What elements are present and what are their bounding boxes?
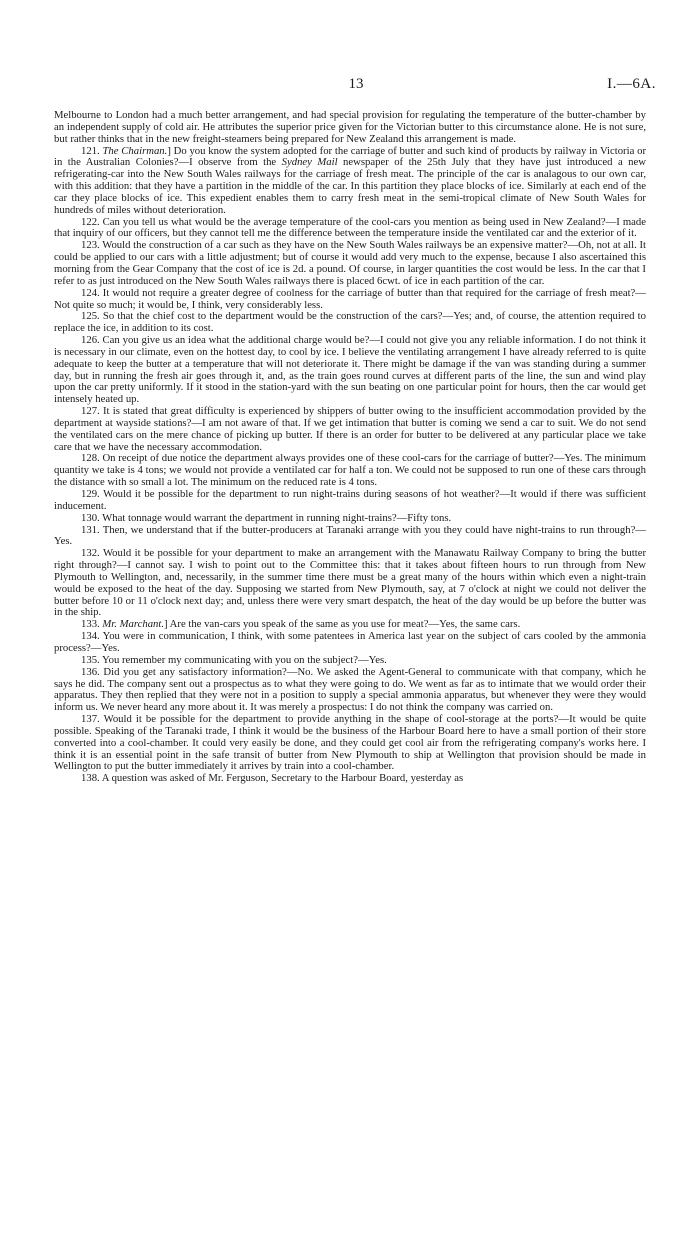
text-segment: 122. Can you tell us what would be the average temperature of the cool-cars you mention as being used in New Zealand?—I made that inquiry of our officers, but they cannot tell me the difference between the temperature inside the ventilated car and the exterior of it.: [54, 215, 646, 240]
text-segment: ] Are the van-cars you speak of the same as you use for meat?—Yes, the same cars.: [164, 618, 521, 631]
paragraph: [54, 288, 646, 312]
text-segment: 125. So that the chief cost to the department would be the construction of the cars?—Yes; and, of course, the attention required to replace the ice, in addition to its cost.: [54, 310, 646, 335]
text-segment: 137. Would it be possible for the department to provide anything in the shape of cool-storage at the ports?—It would be quite possible. Speaking of the Taranaki trade, I think it would be the business of the Harbour Board here to have a small portion of their store converted into a cool-chamber. It could very easily be done, and they could get cool air from the refrigerating company's works here. I think it is an essential point in the safe transit of butter from New Plymouth to ship at Wellington that provision should be made in Wellington to put the butter immediately it arrives by train into a cool-chamber.: [54, 713, 646, 773]
paragraph: [54, 240, 646, 287]
text-segment: Melbourne to London had a much better arrangement, and had special provision for regulating the temperature of the butter-chamber by an independent supply of cold air. He attributes the superior price given for the Victorian butter to this circumstance alone. He is not sure, but rather thinks that in the new freight-steamers being prepared for New Zealand this arrangement is made.: [54, 109, 646, 145]
text-segment: 121.: [81, 144, 103, 157]
text-segment: 123. Would the construction of a car such as they have on the New South Wales railways be an expensive matter?—Oh, not at all. It could be applied to our cars with a little adjustment; but of course it would add very much to the expense, because I also ascertained this morning from the Gear Company that the cost of ice is 2d. a pound. Of course, in larger quantities the cost would be less. In the car that I refer to as just introduced on the New South Wales railways there is placed 6cwt. of ice in each partition of the car.: [54, 239, 646, 287]
text-segment: 138. A question was asked of Mr. Ferguson, Secretary to the Harbour Board, yesterday as: [81, 772, 464, 785]
text-segment: newspaper of the 25th July that they have just introduced a new refrigerating-car into the New South Wales railways for the carriage of fresh meat. The principle of the car is analagous to our own car, with this addition: that they have a partition in the middle of the car. In this partition they place blocks of ice. Similarly at each end of the car they place blocks of ice. This expedient enables them to carry fresh meat in the semi-tropical climate of New South Wales for hundreds of miles without deterioration.: [54, 156, 646, 216]
text-segment: 124. It would not require a greater degree of coolness for the carriage of butter than that required for the carriage of fresh meat?—Not quite so much; it would be, I think, very considerably less.: [54, 286, 646, 311]
text-segment: 129. Would it be possible for the department to run night-trains during seasons of hot weather?—It would if there was sufficient inducement.: [54, 488, 646, 512]
page-number: 13: [348, 76, 364, 92]
paragraph: [54, 489, 646, 513]
document-reference: I.—6A.: [607, 76, 656, 92]
paragraph: [54, 146, 646, 217]
text-segment: 130. What tonnage would warrant the department in running night-trains?—Fifty tons.: [81, 511, 452, 524]
paragraph: [54, 548, 646, 619]
body-text: [54, 110, 646, 785]
text-segment: 135. You remember my communicating with you on the subject?—Yes.: [81, 653, 387, 666]
text-segment: 126. Can you give us an idea what the additional charge would be?—I could not give you any reliable information. I do not think it is necessary in our climate, even on the hottest day, to cool by ice. I believe the ventilating arrangement I have already referred to is quite adequate to keep the butter at a temperature that will not deteriorate it. There might be damage if the van was standing during a summer day, but in running the fresh air goes through it, and, as the train goes round curves at different parts of the line, the sun and wind play upon the car pretty uniformly. If it stood in the station-yard with the sun beating on one particular point for hours, then the car would get intensely heated up.: [54, 334, 646, 406]
text-segment: 131. Then, we understand that if the butter-producers at Taranaki arrange with you they could have night-trains to run through?—Yes.: [54, 523, 646, 548]
text-segment: 128. On receipt of due notice the department always provides one of these cool-cars for the carriage of butter?—Yes. The minimum quantity we take is 4 tons; we would not provide a ventilated car for half a ton. We could not be supposed to run one of these cars through the distance with so small a lot. The minimum on the reduced rate is 4 tons.: [54, 452, 646, 489]
text-segment: ] Do you know the system adopted for the carriage of butter and such kind of products by railway in Victoria or in the Australian Colonies?—I observe from the: [54, 144, 646, 169]
paragraph: [54, 311, 646, 335]
paragraph: [54, 335, 646, 406]
paragraph: [54, 667, 646, 714]
text-segment: 133.: [81, 618, 103, 631]
paragraph: [54, 714, 646, 773]
italic-text: Sydney Mail: [281, 156, 338, 169]
text-segment: 132. Would it be possible for your department to make an arrangement with the Manawatu Railway Company to bring the butter right through?—I cannot say. I wish to point out to the Committee this: that it takes about fifteen hours to run through from New Plymouth to Wellington, and, necessarily, in the summer time there must be a great many of the hours within which even a night-train would be exposed to the heat of the day. Supposing we started from New Plymouth, say, at 7 o'clock at night we could not deliver the butter before 10 or 11 o'clock next day; and, unless there were very smart despatch, the heat of the day would be up before the butter was in the ship.: [54, 547, 646, 619]
paragraph: [54, 406, 646, 453]
italic-text: The Chairman.: [102, 144, 168, 157]
paragraph: [54, 525, 646, 549]
text-segment: 136. Did you get any satisfactory information?—No. We asked the Agent-General to communicate with that company, which he says he did. The company sent out a prospectus as to what they were going to do. We went as far as to intimate that we would order their apparatus. They then replied that they were not in a position to supply a special ammonia apparatus, but whenever they were they would inform us. We never heard any more about it. It was merely a prospectus: I do not think the company was carried on.: [54, 665, 646, 714]
paragraph: [54, 110, 646, 146]
paragraph: [54, 453, 646, 489]
text-segment: 134. You were in communication, I think, with some patentees in America last year on the subject of cars cooled by the ammonia process?—Yes.: [54, 630, 646, 654]
italic-text: Mr. Marchant.: [102, 618, 165, 631]
paragraph: [54, 773, 646, 785]
text-segment: 127. It is stated that great difficulty is experienced by shippers of butter owing to the insufficient accommodation provided by the department at wayside stations?—I am not aware of that. If we get intimation that butter is coming we send a car to suit. We do not send the ventilated cars on the mere chance of picking up butter. If there is an order for butter to be delivered at any particular place we take care that we have the necessary accommodation.: [54, 405, 646, 453]
paragraph: [54, 631, 646, 655]
paragraph: [54, 217, 646, 241]
